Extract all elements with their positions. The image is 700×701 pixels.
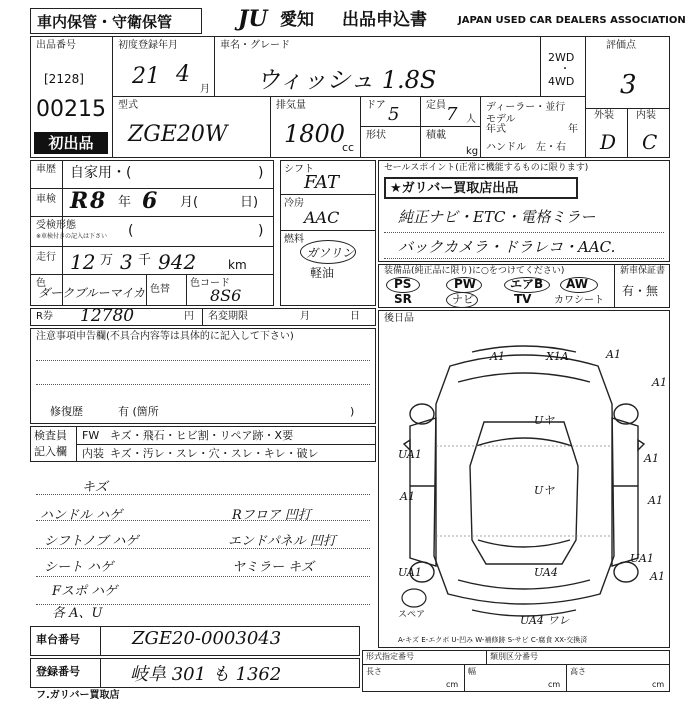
mileage-unit: km bbox=[228, 258, 247, 272]
interior-label: 内装 bbox=[636, 110, 656, 121]
gulliver-banner: ★ガリバー買取店出品 bbox=[384, 177, 578, 199]
fw-items: キズ・飛石・ヒビ割・リペア跡・X要 bbox=[110, 429, 294, 442]
note-3: シフトノブ ハゲ bbox=[44, 534, 139, 549]
width-label: 幅 bbox=[468, 667, 476, 676]
selling-line2: バックカメラ・ドラレコ・AAC. bbox=[398, 238, 616, 256]
diagram-legend: A-キズ E-エクボ U-凹み W-補修跡 S-サビ C-腐食 XX-交換済 bbox=[398, 636, 588, 644]
chassis-value: ZGE20-0003043 bbox=[132, 628, 282, 649]
warranty-value: 有・無 bbox=[622, 284, 659, 298]
drive-2wd: 2WD bbox=[548, 51, 575, 64]
mark-11: UA1 bbox=[398, 566, 422, 579]
plate-label: 登録番号 bbox=[36, 665, 80, 678]
length-label: 長さ bbox=[366, 667, 382, 676]
equip-aw: AW bbox=[566, 277, 588, 291]
category-label: 類別区分番号 bbox=[490, 652, 538, 661]
inspection-era: R bbox=[70, 188, 89, 214]
registration-year: 21 bbox=[132, 64, 160, 89]
first-listing-badge: 初出品 bbox=[34, 132, 108, 154]
displacement-label: 排気量 bbox=[276, 100, 306, 111]
note-1: キズ bbox=[82, 480, 108, 495]
mileage-sen: 3 bbox=[120, 250, 133, 274]
registration-month-unit: 月 bbox=[200, 84, 210, 95]
inspector-label1: 検査員 bbox=[34, 429, 67, 442]
capacity-label: 定員 bbox=[426, 100, 446, 111]
repair-label: 修復歴 bbox=[50, 405, 83, 418]
recycle-value: 12780 bbox=[80, 306, 135, 326]
circle-ps bbox=[386, 277, 420, 293]
ac-value: AAC bbox=[304, 208, 340, 227]
name-change-label: 名変期限 bbox=[208, 311, 248, 322]
circle-navi bbox=[446, 292, 478, 308]
ju-logo bbox=[238, 6, 280, 32]
lot-label: 出品番号 bbox=[36, 40, 76, 51]
color-code: 8S6 bbox=[210, 286, 242, 305]
registration-label: 初度登録年月 bbox=[118, 40, 178, 51]
mileage-label: 走行 bbox=[36, 252, 56, 263]
plate-value: 岐阜 301 も 1362 bbox=[130, 664, 282, 685]
mark-15: UA4 ワレ bbox=[520, 614, 570, 627]
mark-4: A1 bbox=[652, 376, 667, 389]
dealer-line2: モデル bbox=[486, 114, 516, 125]
equip-tv: TV bbox=[514, 292, 532, 306]
height-label: 高さ bbox=[570, 667, 586, 676]
inside-label: 内装 bbox=[82, 447, 104, 460]
inspection-month: 6 bbox=[142, 188, 158, 214]
mark-6: A1 bbox=[644, 452, 659, 465]
shift-label: シフト bbox=[284, 164, 314, 175]
lot-sub-number: [2128] bbox=[44, 72, 84, 86]
usage-value: 自家用・( bbox=[70, 165, 132, 181]
mark-12: UA4 bbox=[534, 566, 558, 579]
receipt-note: ※車検付きの記入は下さい bbox=[36, 233, 108, 240]
equip-seat: カワシート bbox=[554, 295, 604, 306]
mark-7: Uヤ bbox=[534, 414, 555, 427]
storage-label: 車内保管・守衛保管 bbox=[37, 13, 173, 31]
equip-pw: PW bbox=[454, 277, 477, 291]
selling-line1: 純正ナビ・ETC・電格ミラー bbox=[398, 208, 596, 226]
car-damage-diagram bbox=[380, 326, 668, 626]
note-9: ヤミラー キズ bbox=[232, 560, 314, 575]
shape-change-label: 形式指定番号 bbox=[366, 652, 414, 661]
circle-aw bbox=[560, 277, 598, 293]
car-name-value: ウィッシュ 1.8S bbox=[256, 66, 437, 94]
spare-label: スペア bbox=[398, 610, 426, 620]
drive-4wd: 4WD bbox=[548, 75, 575, 88]
org-name: 愛知 bbox=[280, 10, 314, 30]
note-2: ハンドル ハゲ bbox=[40, 508, 123, 523]
footer-label: フ.ガリバー買取店 bbox=[36, 690, 120, 701]
inspection-label: 車検 bbox=[36, 194, 56, 205]
spare-tire-icon bbox=[402, 589, 426, 607]
warranty-label: 新車保証書 bbox=[620, 266, 666, 276]
interior-score: C bbox=[642, 130, 658, 154]
handle-value: 左・右 bbox=[536, 142, 566, 153]
circle-pw bbox=[446, 277, 482, 293]
mark-8: Uヤ bbox=[534, 484, 555, 497]
color-value: ダークブルーマイカ bbox=[38, 286, 145, 300]
ac-label: 冷房 bbox=[284, 198, 304, 209]
equip-sr: SR bbox=[394, 292, 412, 306]
handle-label: ハンドル bbox=[486, 142, 526, 153]
car-name-label: 車名・グレード bbox=[220, 40, 290, 51]
capacity-value: 7 bbox=[446, 104, 458, 125]
mark-14: A1 bbox=[650, 570, 665, 583]
mark-10: A1 bbox=[648, 494, 663, 507]
mark-13: UA1 bbox=[630, 552, 654, 565]
circle-airbag bbox=[504, 277, 550, 293]
fuel-diesel: 軽油 bbox=[310, 266, 335, 280]
recycle-label: R券 bbox=[36, 311, 53, 322]
selling-point-label: セールスポイント(正常に機能するものに限ります) bbox=[384, 163, 589, 173]
form-title: 出品申込書 bbox=[342, 10, 427, 30]
note-6: 各 A、U bbox=[52, 606, 103, 621]
mark-9: A1 bbox=[400, 490, 415, 503]
displacement-unit: cc bbox=[342, 141, 355, 154]
displacement-value: 1800 bbox=[284, 120, 346, 148]
equip-airbag: エアB bbox=[510, 277, 544, 291]
mark-1: A1 bbox=[490, 350, 505, 363]
equip-navi: ナビ bbox=[452, 293, 474, 306]
fw-label: FW bbox=[82, 429, 100, 442]
note-4: シート ハゲ bbox=[44, 560, 114, 575]
mark-3: A1 bbox=[606, 348, 621, 361]
exterior-label: 外装 bbox=[594, 110, 614, 121]
load-label: 積載 bbox=[426, 130, 446, 141]
shape-label: 形状 bbox=[366, 130, 386, 141]
mileage-rest: 942 bbox=[158, 250, 197, 274]
mark-2: X1A bbox=[546, 350, 569, 363]
association-name: JAPAN USED CAR DEALERS ASSOCIATION bbox=[458, 15, 686, 26]
usage-label: 車歴 bbox=[36, 164, 56, 175]
ju-logo-text: JU bbox=[238, 6, 268, 32]
doors-label: ドア bbox=[366, 100, 386, 111]
lot-number: 00215 bbox=[36, 97, 106, 122]
load-unit: kg bbox=[466, 146, 479, 157]
color-code-label: 色コード bbox=[190, 278, 230, 289]
color-change-label: 色替 bbox=[150, 284, 170, 295]
fuel-gasoline: ガソリン bbox=[306, 246, 355, 260]
capacity-unit: 人 bbox=[466, 114, 476, 125]
inspection-year: 8 bbox=[90, 188, 106, 214]
chassis-label: 車台番号 bbox=[36, 633, 80, 646]
color-label: 色 bbox=[36, 278, 46, 289]
notes-label: 注意事項申告欄(不具合内容等は具体的に記入して下さい) bbox=[36, 331, 294, 342]
mileage-man: 12 bbox=[70, 250, 96, 274]
inside-items: キズ・汚レ・スレ・穴・スレ・キレ・破レ bbox=[110, 447, 319, 460]
mark-5: UA1 bbox=[398, 448, 422, 461]
fuel-label: 燃料 bbox=[284, 234, 304, 245]
receipt-label: 受検形態 bbox=[36, 220, 76, 231]
model-value: ZGE20W bbox=[128, 122, 228, 147]
equip-ps: PS bbox=[394, 277, 412, 291]
equipment-label: 装備品(純正品に限り)に○をつけてください) bbox=[384, 266, 565, 276]
doors-value: 5 bbox=[388, 104, 400, 125]
repair-value: 有 (箇所 bbox=[118, 405, 159, 418]
rear-label: 後日品 bbox=[384, 313, 414, 324]
exterior-score: D bbox=[600, 130, 617, 154]
score-value: 3 bbox=[620, 70, 637, 100]
score-label: 評価点 bbox=[606, 40, 636, 51]
inspector-label2: 記入欄 bbox=[34, 445, 67, 458]
storage-label-box bbox=[30, 8, 202, 34]
dealer-line3: 年式 bbox=[486, 124, 506, 135]
dealer-year-unit: 年 bbox=[568, 124, 578, 135]
note-8: エンドパネル 凹打 bbox=[228, 534, 336, 549]
registration-month: 4 bbox=[176, 62, 190, 87]
shift-value: FAT bbox=[304, 172, 339, 193]
dealer-line1: ディーラー・並行 bbox=[486, 102, 566, 113]
note-5: Fスポ ハゲ bbox=[52, 584, 118, 599]
note-7: Rフロア 凹打 bbox=[232, 508, 311, 523]
model-label: 型式 bbox=[118, 100, 138, 111]
